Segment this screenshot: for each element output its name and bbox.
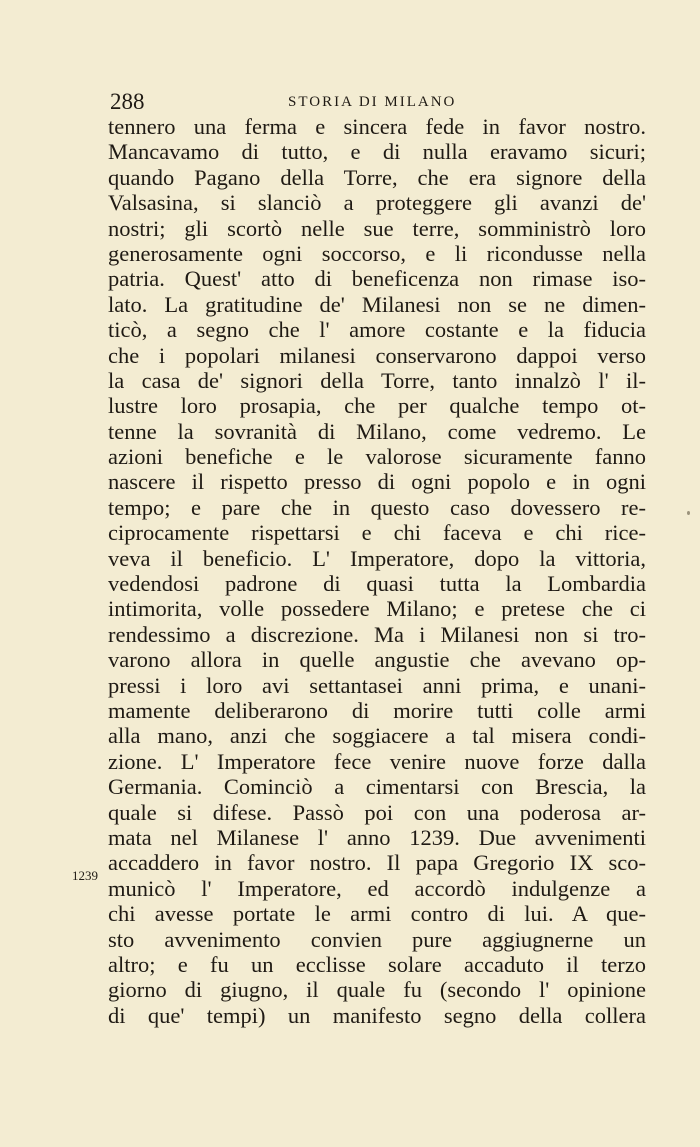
text-line: ticò, a segno che l' amore costante e la fiducia <box>108 317 646 343</box>
text-line: alla mano, anzi che soggiacere a tal misera condi- <box>108 723 646 749</box>
text-line: sto avvenimento convien pure aggiugnerne un <box>108 926 646 952</box>
text-line: lato. La gratitudine de' Milanesi non se ne dimen- <box>108 291 646 317</box>
text-line: Valsasina, si slanciò a proteggere gli avanzi de' <box>108 190 646 216</box>
text-line: nostri; gli scortò nelle sue terre, somministrò loro <box>108 215 646 241</box>
text-line: giorno di giugno, il quale fu (secondo l' opinione <box>108 977 646 1003</box>
text-line: tenne la sovranità di Milano, come vedremo. Le <box>108 418 646 444</box>
text-line: zione. L' Imperatore fece venire nuove forze dalla <box>108 748 646 774</box>
text-line: generosamente ogni soccorso, e li ricondusse nella <box>108 240 646 266</box>
text-line: nascere il rispetto presso di ogni popolo e in ogni <box>108 469 646 495</box>
running-head: STORIA DI MILANO <box>288 94 457 110</box>
text-line: quale si difese. Passò poi con una poderosa ar- <box>108 799 646 825</box>
text-line: Germania. Cominciò a cimentarsi con Brescia, la <box>108 774 646 800</box>
text-line: veva il beneficio. L' Imperatore, dopo la vittoria, <box>108 545 646 571</box>
text-line: accaddero in favor nostro. Il papa Gregorio IX sco- <box>108 850 646 876</box>
text-line: chi avesse portate le armi contro di lui. A que- <box>108 901 646 927</box>
text-line: azioni benefiche e le valorose sicuramente fanno <box>108 444 646 470</box>
text-line: altro; e fu un ecclisse solare accaduto il terzo <box>108 951 646 977</box>
page-header <box>110 88 646 116</box>
text-line: mamente deliberarono di morire tutti colle armi <box>108 697 646 723</box>
text-line: varono allora in quelle angustie che avevano op- <box>108 647 646 673</box>
text-line: Mancavamo di tutto, e di nulla eravamo sicuri; <box>108 139 646 165</box>
text-line: rendessimo a discrezione. Ma i Milanesi non si tro- <box>108 621 646 647</box>
text-line: pressi i loro avi settantasei anni prima, e unani- <box>108 672 646 698</box>
text-line: patria. Quest' atto di beneficenza non rimase iso- <box>108 266 646 292</box>
text-line: municò l' Imperatore, ed accordò indulgenze a <box>108 875 646 901</box>
page-number: 288 <box>110 89 145 114</box>
text-line: ciprocamente rispettarsi e chi faceva e chi rice- <box>108 520 646 546</box>
text-line: che i popolari milanesi conservarono dappoi verso <box>108 342 646 368</box>
text-line: intimorita, volle possedere Milano; e pretese che ci <box>108 596 646 622</box>
paper-speck <box>687 511 690 515</box>
text-line: tennero una ferma e sincera fede in favor nostro. <box>108 114 646 139</box>
text-line: tempo; e pare che in questo caso dovessero re- <box>108 494 646 520</box>
text-line: quando Pagano della Torre, che era signore della <box>108 164 646 190</box>
text-line: di que' tempi) un manifesto segno della collera <box>108 1002 646 1028</box>
body-text <box>108 114 646 1028</box>
text-line: la casa de' signori della Torre, tanto innalzò l' il- <box>108 367 646 393</box>
text-line: mata nel Milanese l' anno 1239. Due avvenimenti <box>108 824 646 850</box>
text-line: lustre loro prosapia, che per qualche tempo ot- <box>108 393 646 419</box>
text-line: vedendosi padrone di quasi tutta la Lombardia <box>108 571 646 597</box>
margin-year-note: 1239 <box>72 868 98 883</box>
